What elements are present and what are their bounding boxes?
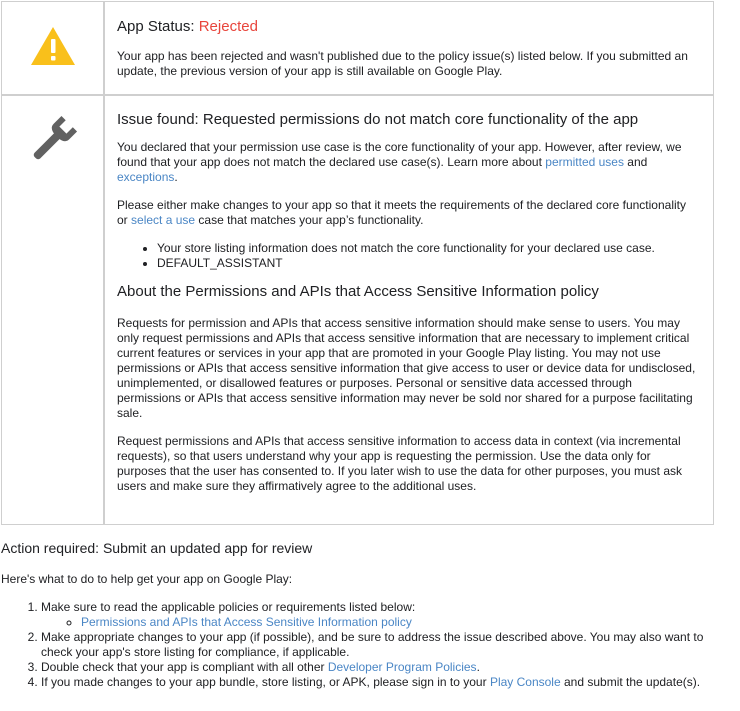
list-item: • Your store listing information does not match the core functionality for your declared use case. <box>157 241 699 256</box>
issue-p1-mid: and <box>623 155 648 169</box>
policy-notice-table <box>1 1 714 525</box>
app-status-value: Rejected <box>198 18 258 35</box>
issue-heading: Issue found: Requested permissions do not match core functionality of the app <box>117 111 639 128</box>
list-item: • DEFAULT_ASSISTANT <box>157 256 699 271</box>
step-1-text: Make sure to read the applicable policies or requirements listed below: <box>41 600 416 614</box>
play-console-link[interactable]: Play Console <box>489 675 561 689</box>
step-3-end: . <box>476 660 480 674</box>
status-row <box>2 2 713 94</box>
select-a-use-link[interactable]: select a use <box>131 213 196 227</box>
issue-p2-end: case that matches your app’s functionality. <box>195 213 424 227</box>
warning-icon <box>30 26 76 66</box>
status-description: Your app has been rejected and wasn't published due to the policy issue(s) listed below. If you submitted an update, the previous version of your app is still available on Google Play. <box>117 49 688 78</box>
issue-p1-text: You declared that your permission use case is the core functionality of your app. However, after review, we found that your app does not match the declared use case(s). Learn more about <box>117 140 682 169</box>
step-4-end: and submit the update(s). <box>560 675 701 689</box>
issue-paragraph-2 <box>117 198 699 228</box>
action-heading: Action required: Submit an updated app for review <box>1 540 313 556</box>
policy-link-list <box>41 615 737 630</box>
issue-row <box>2 94 713 524</box>
step-item: 2. Make appropriate changes to your app (if possible), and be sure to address the issue described above. You may also want to check your app's store listing for compliance, if applicable. <box>41 630 737 660</box>
list-item <box>81 615 737 630</box>
developer-program-policies-link[interactable]: Developer Program Policies <box>327 660 477 674</box>
action-intro: Here's what to do to help get your app on Google Play: <box>1 572 293 586</box>
policy-paragraph-2: Request permissions and APIs that access sensitive information to access data in context (via incremental requests), so that users understand why your app is requesting the permission. Use the data only for purposes that the user has consented to. If you later wish to use the data for other purposes, you must ask users and make sure they affirmatively agree to the additional uses. <box>117 434 682 493</box>
step-4-text: If you made changes to your app bundle, store listing, or APK, please sign in to your <box>41 675 490 689</box>
step-item <box>41 660 737 675</box>
action-required-section <box>1 539 737 690</box>
issue-details-list <box>117 241 699 271</box>
issue-paragraph-1 <box>117 140 699 185</box>
sensitive-permissions-policy-link[interactable]: Permissions and APIs that Access Sensitive Information policy <box>81 615 412 629</box>
status-text-cell <box>105 2 713 94</box>
step-3-text: Double check that your app is compliant with all other <box>41 660 328 674</box>
action-steps-list <box>1 600 737 690</box>
policy-paragraph-1: Requests for permission and APIs that access sensitive information should make sense to users. You may only request permissions and APIs that access sensitive information that are necessary to implement critical current features or services in your app that are promoted in your Google Play listing. You may not use permissions or APIs that access sensitive information that give access to user or device data for undisclosed, unimplemented, or disallowed features or purposes. Personal or sensitive data accessed through permissions or APIs that access sensitive information may never be sold nor shared for a purpose facilitating sale. <box>117 316 696 420</box>
status-icon-cell <box>2 2 105 94</box>
exceptions-link[interactable]: exceptions <box>117 170 175 184</box>
policy-section-heading: About the Permissions and APIs that Access Sensitive Information policy <box>117 283 599 300</box>
wrench-icon <box>28 115 78 165</box>
step-item <box>41 600 737 630</box>
app-status-heading <box>117 18 699 36</box>
app-status-label: App Status: <box>117 18 199 35</box>
issue-p2-text: Please either make changes to your app so that it meets the requirements of the declared core functionality or <box>117 198 686 227</box>
issue-p1-end: . <box>174 170 178 184</box>
step-item <box>41 675 737 690</box>
permitted-uses-link[interactable]: permitted uses <box>545 155 624 169</box>
issue-text-cell <box>105 96 713 524</box>
issue-icon-cell <box>2 96 105 524</box>
